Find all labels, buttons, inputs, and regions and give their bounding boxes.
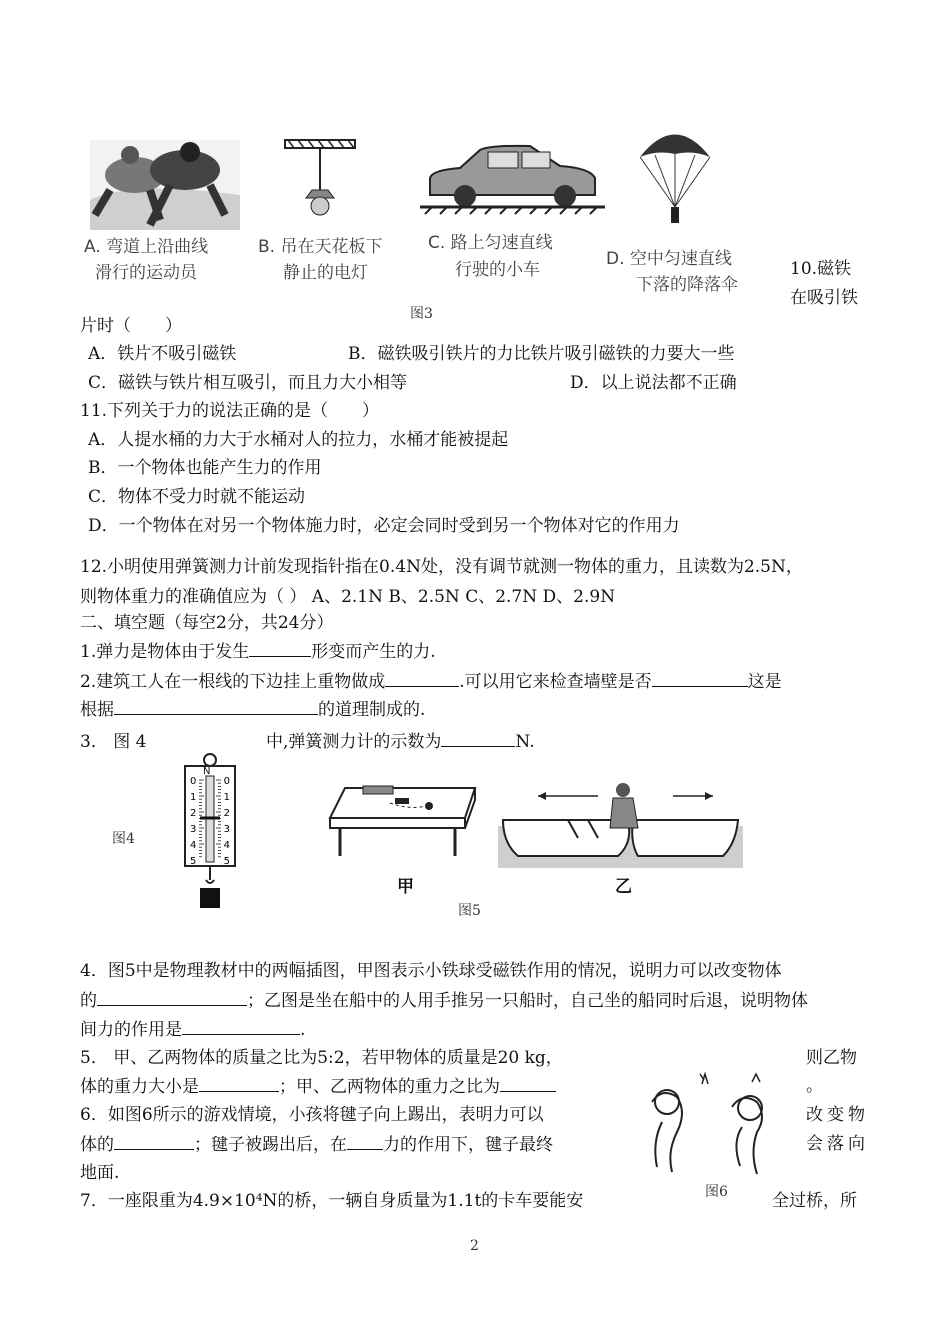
fill-5-line2 [80,1075,556,1098]
section-2-title: 二、填空题（每空2分，共24分） [80,613,334,633]
q10-option-d: D．以上说法都不正确 [570,373,737,393]
fig3-caption-d-line1: D. 空中匀速直线 [606,249,732,269]
q11-option-a: A．人提水桶的力大于水桶对人的拉力，水桶才能被提起 [88,430,509,450]
scale-tick-label-left-1: 1 [190,792,197,803]
fill-4-text-d: 间力的作用是 [80,1020,182,1040]
scale-tick-label-right-0: 0 [223,776,230,787]
fill-6-text-f: 会落向 [806,1134,869,1154]
fill-5-line1-b: 则乙物 [806,1048,857,1068]
fill-3-text-b: 中,弹簧测力计的示数为 [266,732,442,752]
fill-6-text-d: ；毽子被踢出后，在 [194,1135,347,1155]
scale-tick-label-left-0: 0 [190,776,197,787]
fill-6-text-c: 体的 [80,1135,114,1155]
fill-4-blank-1[interactable] [97,989,247,1006]
fig3-caption-b-line2: 静止的电灯 [283,263,368,283]
fill-2-blank-2[interactable] [652,670,748,687]
scale-tick-label-right-3: 3 [223,824,230,835]
q12-line1: 12.小明使用弹簧测力计前发现指针指在0.4N处，没有调节就测一物体的重力，且读数为2.5N， [80,557,803,577]
fill-6-line1-b: 改变物 [806,1105,869,1125]
skater-image [90,140,240,230]
fig3-label: 图3 [410,306,433,322]
hanging-lamp-image [280,138,360,223]
fig5-jia-label: 甲 [397,877,414,897]
fill-4-text-c: ；乙图是坐在船中的人用手推另一只船时，自己坐的船同时后退，说明物体 [247,991,808,1011]
fill-4-line1: 4．图5中是物理教材中的两幅插图，甲图表示小铁球受磁铁作用的情况，说明力可以改变物体 [80,961,782,981]
scale-tick-label-right-4: 4 [223,840,230,851]
fill-2-line2 [80,698,425,721]
scale-tick-label-left-3: 3 [190,824,197,835]
fill-4-text-e: . [300,1020,306,1040]
fill-2-text-e: 的道理制成的. [318,700,426,720]
scale-tick-label-right-2: 2 [223,808,230,819]
parachute-image [635,122,715,232]
fig4-label: 图4 [112,831,135,847]
page-number: 2 [470,1238,479,1254]
shuttlecock-kick-image [632,1062,792,1180]
fill-1 [80,640,436,663]
fig3-caption-a-line1: A. 弯道上沿曲线 [84,237,209,257]
q10-option-c: C．磁铁与铁片相互吸引，而且力大小相等 [88,373,408,393]
fig3-caption-a-line2: 滑行的运动员 [95,263,197,283]
scale-tick-label-right-5: 5 [223,856,230,867]
fig3-caption-c-line2: 行驶的小车 [455,260,540,280]
fill-2-text-d: 根据 [80,700,114,720]
magnet-ball-image [325,778,485,858]
fig3-caption-d-line2: 下落的降落伞 [636,275,738,295]
scale-tick-label-left-5: 5 [190,856,197,867]
fill-3-blank[interactable] [441,730,515,747]
fill-5-blank-2[interactable] [500,1075,556,1092]
fill-6-blank-2[interactable] [347,1133,383,1150]
q11-stem: 11.下列关于力的说法正确的是（ ） [80,401,380,421]
fig3-caption-b-line1: B. 吊在天花板下 [258,237,383,257]
fig4-unit: N [203,766,211,777]
fill-3-text-a: 3． 图 4 [80,732,147,752]
fill-7-line1-b: 全过桥，所 [772,1191,857,1211]
q10-stem-a: 10.磁铁 [790,259,852,279]
fill-6-line2 [80,1133,553,1156]
fill-2-line1 [80,670,782,693]
q12-line2: 则物体重力的准确值应为（ ） A、2.1N B、2.5N C、2.7N D、2.9N [80,587,616,607]
fill-4-line2 [80,989,808,1012]
fill-1-blank[interactable] [249,640,311,657]
q10-stem-b: 在吸引铁 [790,288,858,308]
fill-6-blank-1[interactable] [114,1133,194,1150]
q11-option-d: D．一个物体在对另一个物体施力时，必定会同时受到另一个物体对它的作用力 [88,516,680,536]
fill-6-line1-a: 6．如图6所示的游戏情境，小孩将毽子向上踢出，表明力可以 [80,1105,544,1125]
scale-tick-label-right-1: 1 [223,792,230,803]
fill-2-text-a: 2.建筑工人在一根线的下边挂上重物做成 [80,672,386,692]
fill-4-text-b: 的 [80,991,97,1011]
fill-2-blank-3[interactable] [114,698,318,715]
fill-4-line3 [80,1018,305,1041]
q11-option-c: C．物体不受力时就不能运动 [88,487,306,507]
fill-2-blank-1[interactable] [385,670,459,687]
fill-5-text-c: 体的重力大小是 [80,1077,199,1097]
boats-image [498,788,743,868]
fill-2-text-c: 这是 [747,672,782,692]
scale-tick-label-left-2: 2 [190,808,197,819]
fig6-label: 图6 [705,1184,728,1200]
fill-6-text-e: 力的作用下，毽子最终 [383,1135,553,1155]
scale-tick-label-left-4: 4 [190,840,197,851]
fill-4-blank-2[interactable] [182,1018,300,1035]
fill-2-text-b: .可以用它来检查墙壁是否 [459,672,652,692]
q10-option-a: A．铁片不吸引磁铁 [88,344,237,364]
q10-option-b: B．磁铁吸引铁片的力比铁片吸引磁铁的力要大一些 [348,344,735,364]
fill-5-text-d: ；甲、乙两物体的重力之比为 [279,1077,500,1097]
fill-6-text-g: 地面. [80,1163,120,1183]
q11-option-b: B．一个物体也能产生力的作用 [88,458,322,478]
fill-7-line1-a: 7．一座限重为4.9×10⁴N的桥，一辆自身质量为1.1t的卡车要能安 [80,1191,584,1211]
fill-5-text-e: 。 [806,1076,823,1096]
fill-1-text-a: 1.弹力是物体由于发生 [80,642,250,662]
fill-5-line1-a: 5． 甲、乙两物体的质量之比为5:2，若甲物体的质量是20 kg， [80,1048,563,1068]
q10-stem-c: 片时（ ） [80,316,182,336]
fill-5-blank-1[interactable] [199,1075,279,1092]
fill-3 [80,730,535,753]
fig5-label: 图5 [458,903,481,919]
fill-1-text-b: 形变而产生的力. [311,642,436,662]
fill-3-text-c: N. [515,732,535,752]
fig5-yi-label: 乙 [615,877,632,897]
car-image [420,140,605,215]
fig3-caption-c-line1: C. 路上匀速直线 [428,233,553,253]
